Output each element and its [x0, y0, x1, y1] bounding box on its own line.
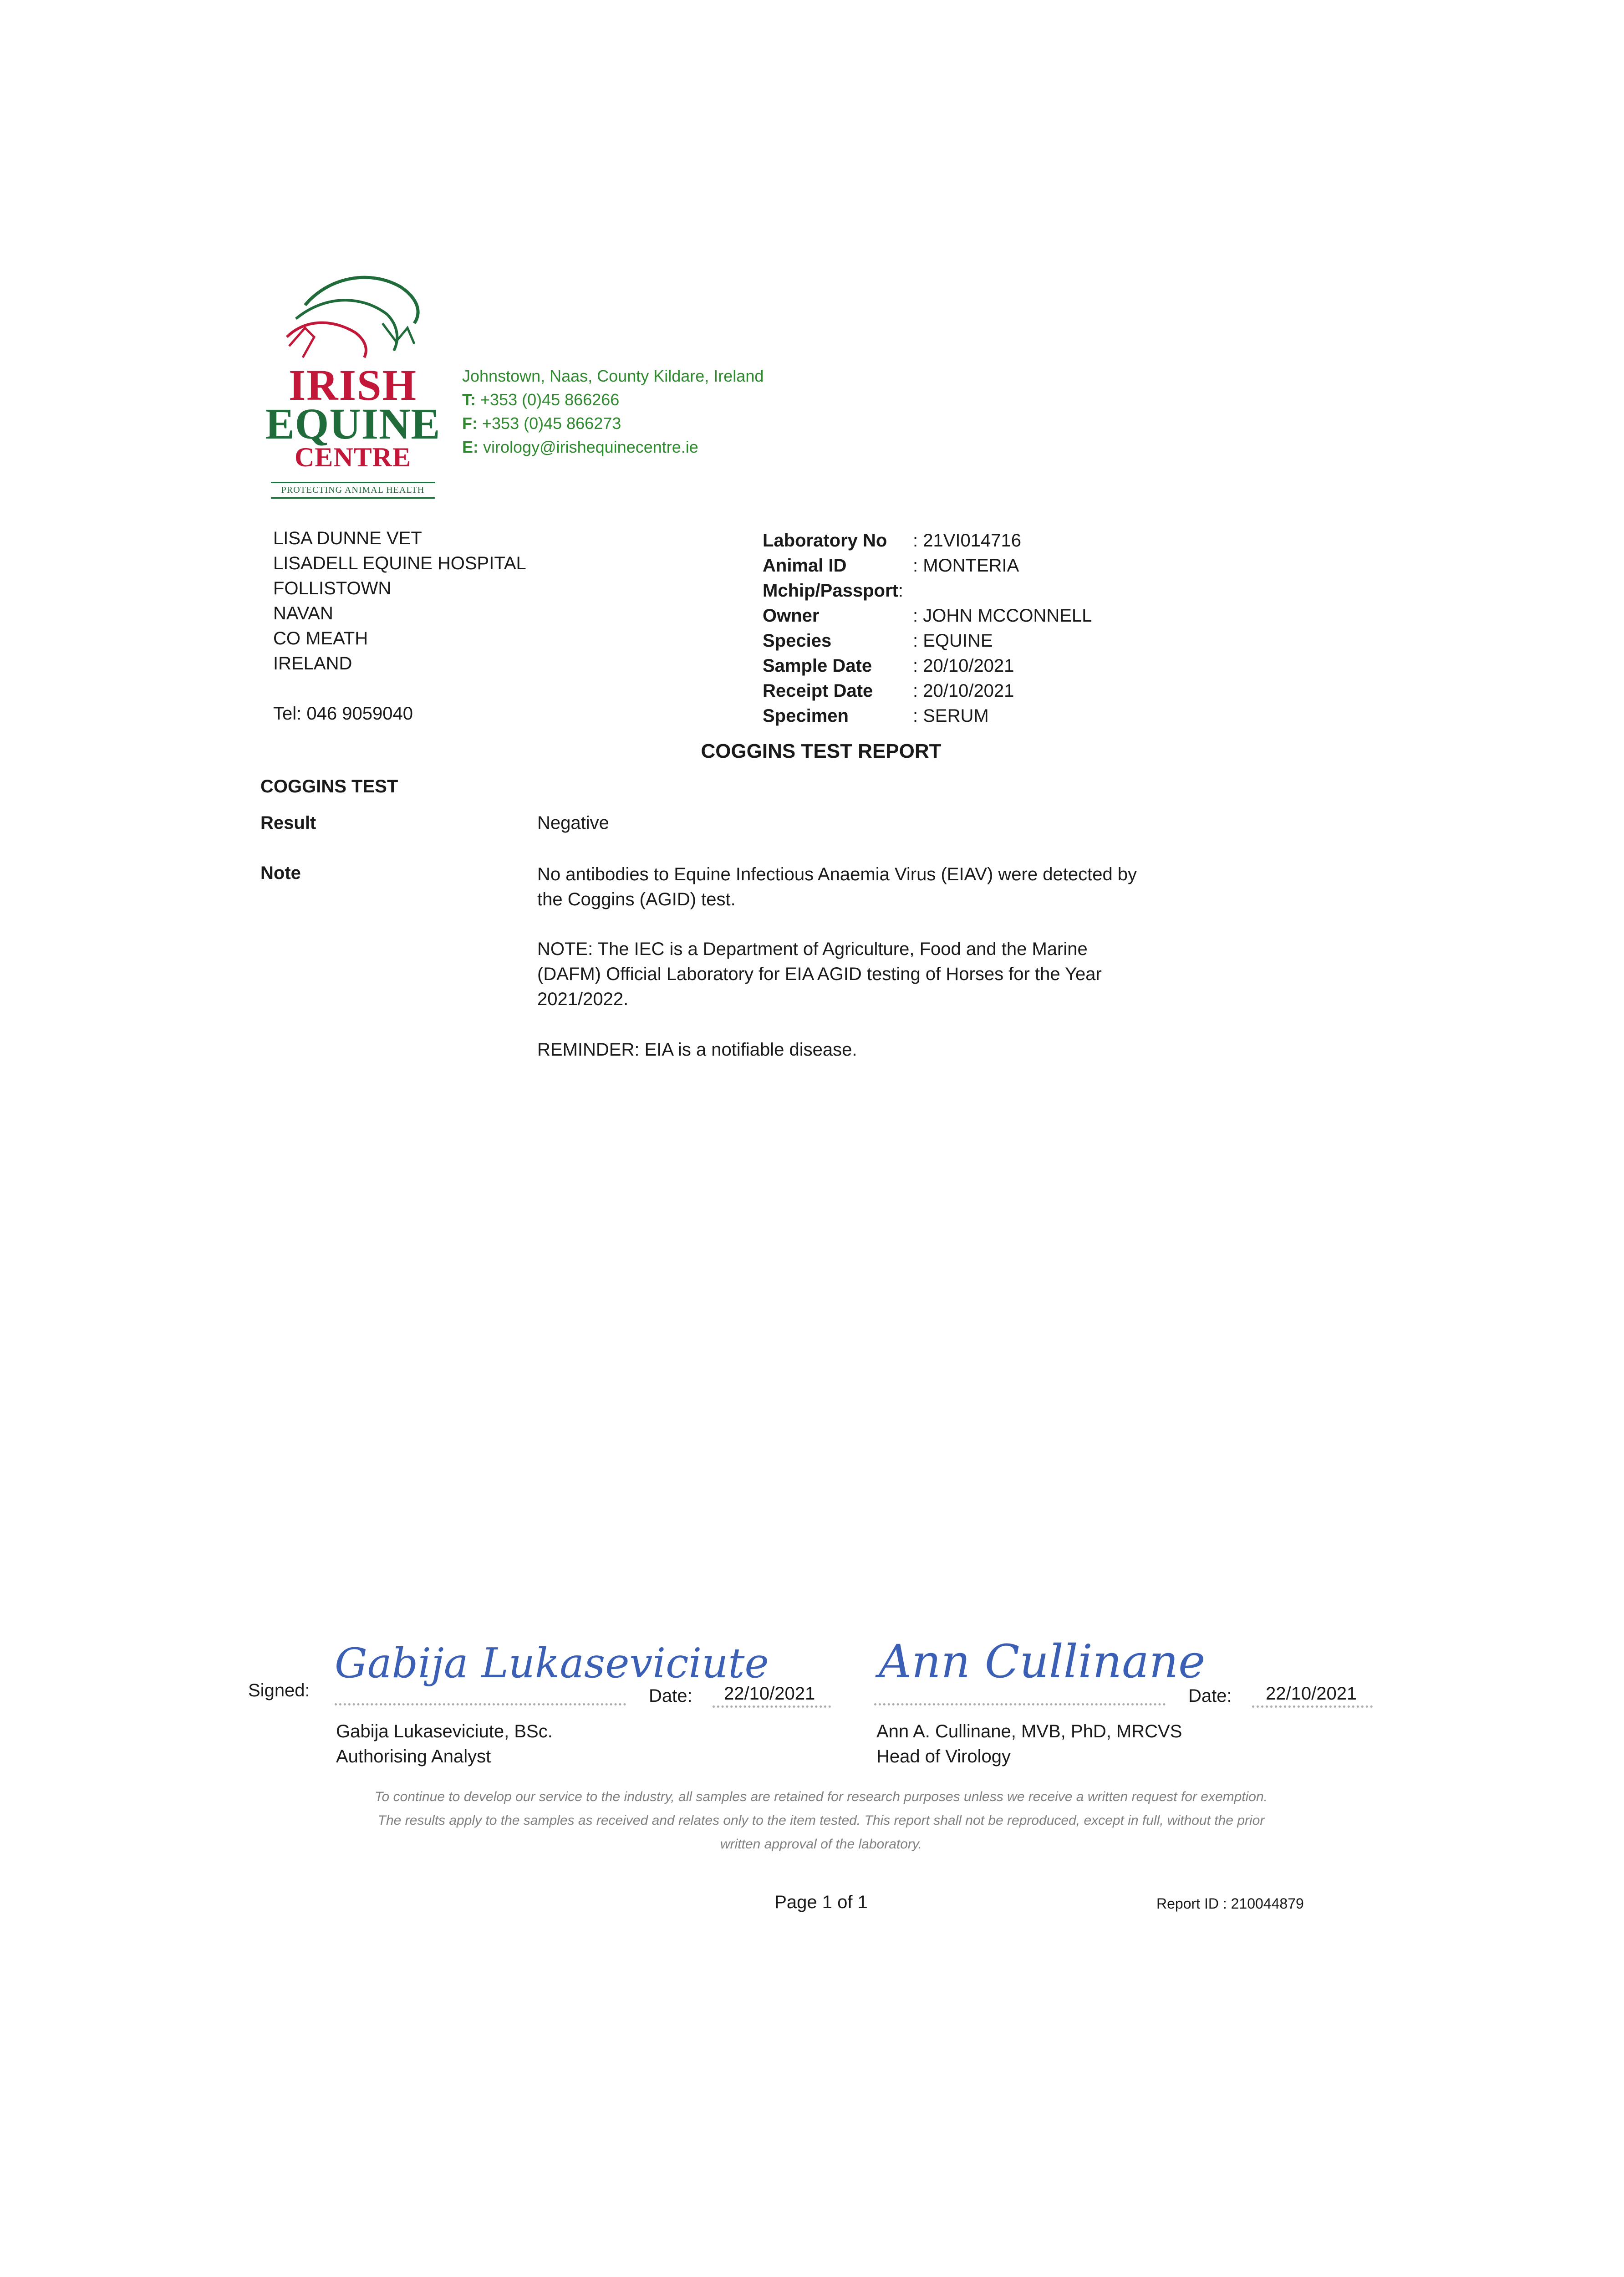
date-value-second: 22/10/2021: [1266, 1684, 1357, 1704]
note-paragraph-3: REMINDER: EIA is a notifiable disease.: [537, 1040, 857, 1060]
disclaimer-line-1: To continue to develop our service to the industry, all samples are retained for research purposes unless we receive a written request for exemption.: [374, 1789, 1268, 1804]
recipient-line: NAVAN: [273, 603, 333, 623]
contact-block: [462, 364, 764, 459]
fax-line: [462, 412, 764, 435]
lab-details: [763, 528, 1092, 729]
email-line: [462, 435, 764, 459]
recipient-line: IRELAND: [273, 653, 352, 674]
date-label-second: Date:: [1188, 1686, 1232, 1706]
detail-value: : 20/10/2021: [913, 656, 1014, 676]
signer-name-first: Gabija Lukaseviciute, BSc.: [336, 1721, 553, 1741]
detail-value: :: [898, 581, 903, 601]
detail-value: : 20/10/2021: [913, 681, 1014, 701]
date-line-second: [1252, 1705, 1373, 1708]
signature-line-first: [335, 1703, 626, 1705]
note-paragraph-2: NOTE: The IEC is a Department of Agriculture, Food and the Marine (DAFM) Official Laboratory for EIA AGID testing of Horses for the Year 2021/2022.: [537, 939, 1102, 1009]
detail-label: Animal ID: [763, 556, 847, 576]
signed-label: Signed:: [248, 1680, 310, 1700]
recipient-address: [273, 526, 526, 726]
irish-equine-centre-logo: [264, 269, 455, 505]
lab-address: Johnstown, Naas, County Kildare, Ireland: [462, 367, 764, 385]
disclaimer-line-2: The results apply to the samples as received and relates only to the item tested. This report shall not be reproduced, except in full, without the prior: [377, 1813, 1265, 1828]
email-address: virology@irishequinecentre.ie: [483, 438, 698, 456]
phone-line: [462, 388, 764, 412]
detail-value: : EQUINE: [913, 631, 993, 651]
recipient-tel: Tel: 046 9059040: [273, 704, 413, 724]
phone-number: +353 (0)45 866266: [480, 390, 620, 409]
lab-detail-row: [763, 679, 1092, 704]
horse-emblem-icon: [278, 269, 428, 360]
email-label: E:: [462, 438, 479, 456]
result-label: Result: [260, 813, 316, 833]
logo-irish-text: IRISH: [288, 361, 417, 409]
recipient-line: LISADELL EQUINE HOSPITAL: [273, 553, 526, 573]
recipient-line: FOLLISTOWN: [273, 578, 392, 598]
lab-detail-row: [763, 528, 1092, 553]
lab-detail-row: [763, 704, 1092, 729]
fax-number: +353 (0)45 866273: [482, 414, 621, 433]
detail-label: Receipt Date: [763, 681, 873, 701]
recipient-line: LISA DUNNE VET: [273, 528, 422, 548]
note-label: Note: [260, 863, 301, 883]
signature-image-first: Gabija Lukaseviciute: [335, 1639, 769, 1687]
lab-detail-row: [763, 603, 1092, 628]
logo-equine-text: EQUINE: [265, 399, 441, 448]
detail-label: Owner: [763, 606, 820, 626]
report-title: COGGINS TEST REPORT: [701, 740, 942, 762]
signature-line-second: [874, 1703, 1166, 1705]
signer-role-first: Authorising Analyst: [336, 1746, 491, 1766]
logo-tagline: PROTECTING ANIMAL HEALTH: [271, 482, 435, 499]
detail-value: : SERUM: [913, 706, 989, 726]
detail-label: Laboratory No: [763, 531, 887, 551]
logo-centre-text: CENTRE: [294, 442, 412, 472]
phone-label: T:: [462, 390, 476, 409]
detail-value: : 21VI014716: [913, 531, 1021, 551]
date-value-first: 22/10/2021: [724, 1684, 815, 1704]
fax-label: F:: [462, 414, 478, 433]
result-value: Negative: [537, 813, 609, 833]
lab-detail-row: [763, 553, 1092, 578]
disclaimer-line-3: written approval of the laboratory.: [720, 1837, 922, 1852]
detail-label: Sample Date: [763, 656, 872, 676]
section-title: COGGINS TEST: [260, 776, 398, 796]
detail-label: Specimen: [763, 706, 849, 726]
detail-label: Mchip/Passport: [763, 581, 898, 601]
report-id: Report ID : 210044879: [1156, 1895, 1304, 1912]
page-number: Page 1 of 1: [774, 1892, 868, 1912]
date-label-first: Date:: [649, 1686, 692, 1706]
note-paragraph-1: No antibodies to Equine Infectious Anaemia Virus (EIAV) were detected by the Coggins (AGID) test.: [537, 864, 1137, 909]
signer-name-second: Ann A. Cullinane, MVB, PhD, MRCVS: [876, 1721, 1182, 1741]
signature-image-second: Ann Cullinane: [879, 1635, 1206, 1688]
date-line-first: [713, 1705, 831, 1708]
signer-role-second: Head of Virology: [876, 1746, 1011, 1766]
lab-detail-row: [763, 653, 1092, 679]
detail-value: : MONTERIA: [913, 556, 1019, 576]
detail-label: Species: [763, 631, 832, 651]
lab-detail-row: [763, 578, 1092, 603]
lab-detail-row: [763, 628, 1092, 653]
detail-value: : JOHN MCCONNELL: [913, 606, 1092, 626]
recipient-line: CO MEATH: [273, 628, 368, 648]
